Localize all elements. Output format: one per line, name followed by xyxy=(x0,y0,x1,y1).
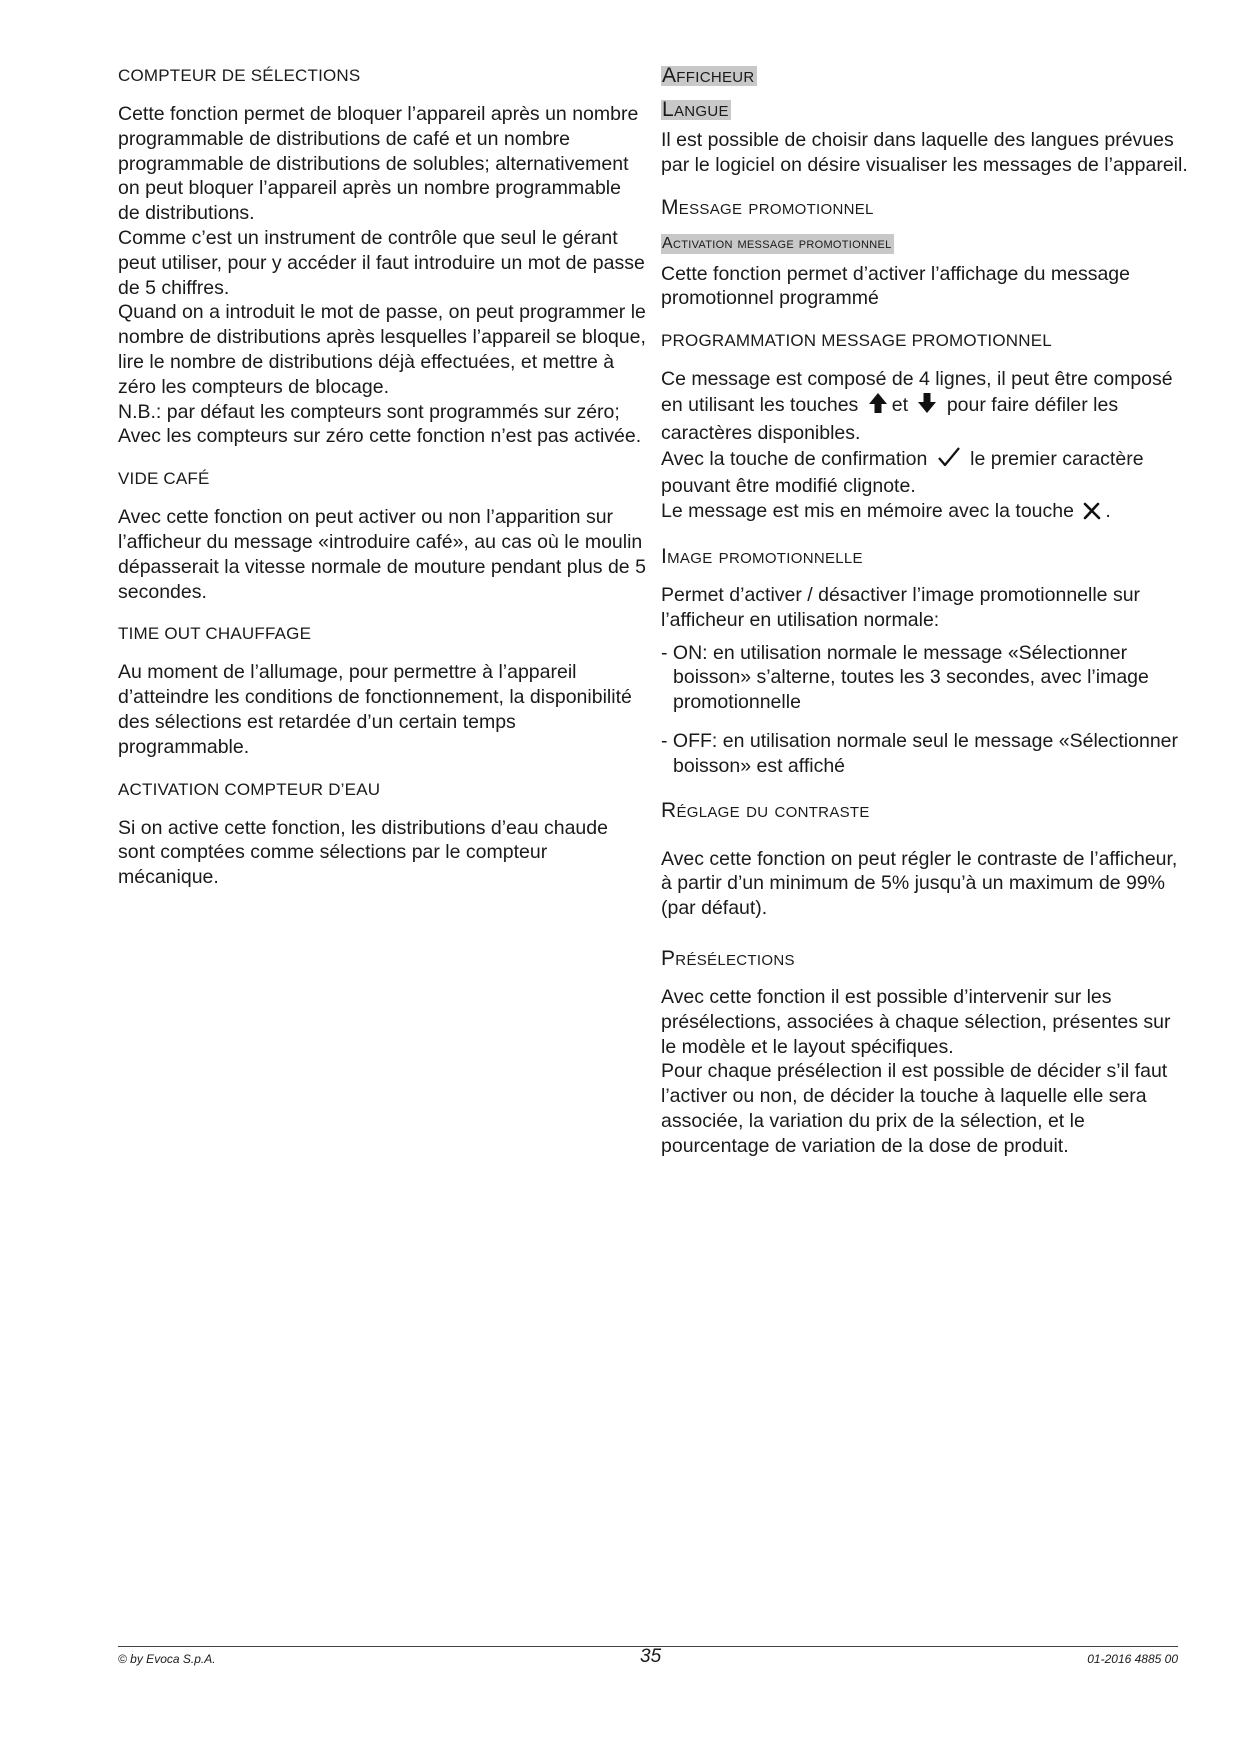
langue-heading-wrap xyxy=(661,100,1191,120)
prog-text-2: pour faire défiler les caractères disponibles. xyxy=(661,393,1119,444)
checkmark-icon xyxy=(937,446,961,475)
page-number: 35 xyxy=(640,1646,662,1667)
prog-text-4: le premier caractère pouvant être modifié clignote. xyxy=(661,447,1144,498)
section-title-compteur: COMPTEUR DE SÉLECTIONS xyxy=(118,66,361,85)
prog-text-1: Ce message est composé de 4 lignes, il peut être composé en utilisant les touches xyxy=(661,368,1173,416)
section-title-preselections: Présélections xyxy=(661,946,795,970)
image-text: Permet d’activer / désactiver l’image promotionnelle sur l’afficheur en utilisation normale: xyxy=(661,583,1141,631)
prog-text-3: Avec la touche de confirmation xyxy=(661,447,928,470)
up-arrow-icon xyxy=(868,392,888,421)
footer-doc-ref: 01-2016 4885 00 xyxy=(1087,1652,1178,1666)
prog-and: et xyxy=(891,393,908,416)
programmation-text: Ce message est composé de 4 lignes, il peut être composé en utilisant les touches et pour faire défiler les caractères disponibles. Avec la touche de confirmation le premier caractère pouvant être modifié clignote. Le message est mis en mémoire avec la touche . xyxy=(661,367,1191,527)
right-column xyxy=(661,66,1191,1179)
section-title-vide-cafe: VIDE CAFÉ xyxy=(118,469,210,489)
section-title-activation: Activation message promotionnel xyxy=(662,234,892,252)
compteur-text: Cette fonction permet de bloquer l’appareil après un nombre programmable de distributions de café et un nombre programmable de distributions de solubles; alternativement on peut bloquer l’appareil après un nombre programmable de distributions. Comme c’est un instrument de contrôle que seul le gérant peut utiliser, pour y accéder il faut introduire un mot de passe de 5 chiffres. Quand on a introduit le mot de passe, on peut programmer le nombre de distributions après lesquelles l’appareil se bloque, lire le nombre de distributions déjà effectuées, et mettre à zéro les compteurs de blocage. N.B.: par défaut les compteurs sont programmés sur zéro; Avec les compteurs sur zéro cette fonction n’est pas activée. xyxy=(118,103,646,448)
section-title-message: Message promotionnel xyxy=(661,195,874,219)
left-column xyxy=(118,66,648,910)
activation-heading-wrap xyxy=(661,234,1191,254)
section-title-timeout: TIME OUT CHAUFFAGE xyxy=(118,624,312,644)
timeout-text: Au moment de l’allumage, pour permettre à l’appareil d’atteindre les conditions de fonctionnement, la disponibilité des sélections est retardée d’un certain temps programmable. xyxy=(118,661,632,758)
prog-text-5: Le message est mis en mémoire avec la touche xyxy=(661,500,1074,523)
down-arrow-icon xyxy=(917,392,937,421)
section-title-contraste: Réglage du contraste xyxy=(661,798,870,822)
compteur-eau-text: Si on active cette fonction, les distributions d’eau chaude sont comptées comme sélections par le compteur mécanique. xyxy=(118,816,608,889)
section-title-langue: Langue xyxy=(662,98,729,121)
preselections-text: Avec cette fonction il est possible d’intervenir sur les présélections, associées à chaque sélection, présentes sur le modèle et le layout spécifiques. Pour chaque présélection il est possible de décider s’il faut l’activer ou non, de décider la touche à laquelle elle sera associée, la variation du prix de la sélection, et le pourcentage de variation de la dose de produit. xyxy=(661,985,1171,1157)
section-title-afficheur: Afficheur xyxy=(662,64,755,87)
afficheur-heading-wrap xyxy=(661,66,1191,86)
vide-cafe-text: Avec cette fonction on peut activer ou non l’apparition sur l’afficheur du message «introduire café», au cas où le moulin dépasserait la vitesse normale de mouture pendant plus de 5 secondes. xyxy=(118,506,646,603)
section-title-compteur-eau: ACTIVATION COMPTEUR D’EAU xyxy=(118,779,381,799)
section-title-image: Image promotionnelle xyxy=(661,544,863,568)
image-off-item: - OFF: en utilisation normale seul le message «Sélectionner boisson» est affiché xyxy=(661,729,1178,777)
cross-icon xyxy=(1083,502,1101,527)
section-title-programmation: PROGRAMMATION MESSAGE PROMOTIONNEL xyxy=(661,331,1052,351)
image-on-item: - ON: en utilisation normale le message «Sélectionner boisson» s’alterne, toutes les 3 secondes, avec l’image promotionnelle xyxy=(661,641,1149,714)
contraste-text: Avec cette fonction on peut régler le contraste de l’afficheur, à partir d’un minimum de 5% jusqu’à un maximum de 99% (par défaut). xyxy=(661,847,1178,920)
langue-text: Il est possible de choisir dans laquelle des langues prévues par le logiciel on désire visualiser les messages de l’appareil. xyxy=(661,129,1188,176)
footer-copyright: © by Evoca S.p.A. xyxy=(118,1652,216,1666)
activation-text: Cette fonction permet d’activer l’affichage du message promotionnel programmé xyxy=(661,262,1130,310)
